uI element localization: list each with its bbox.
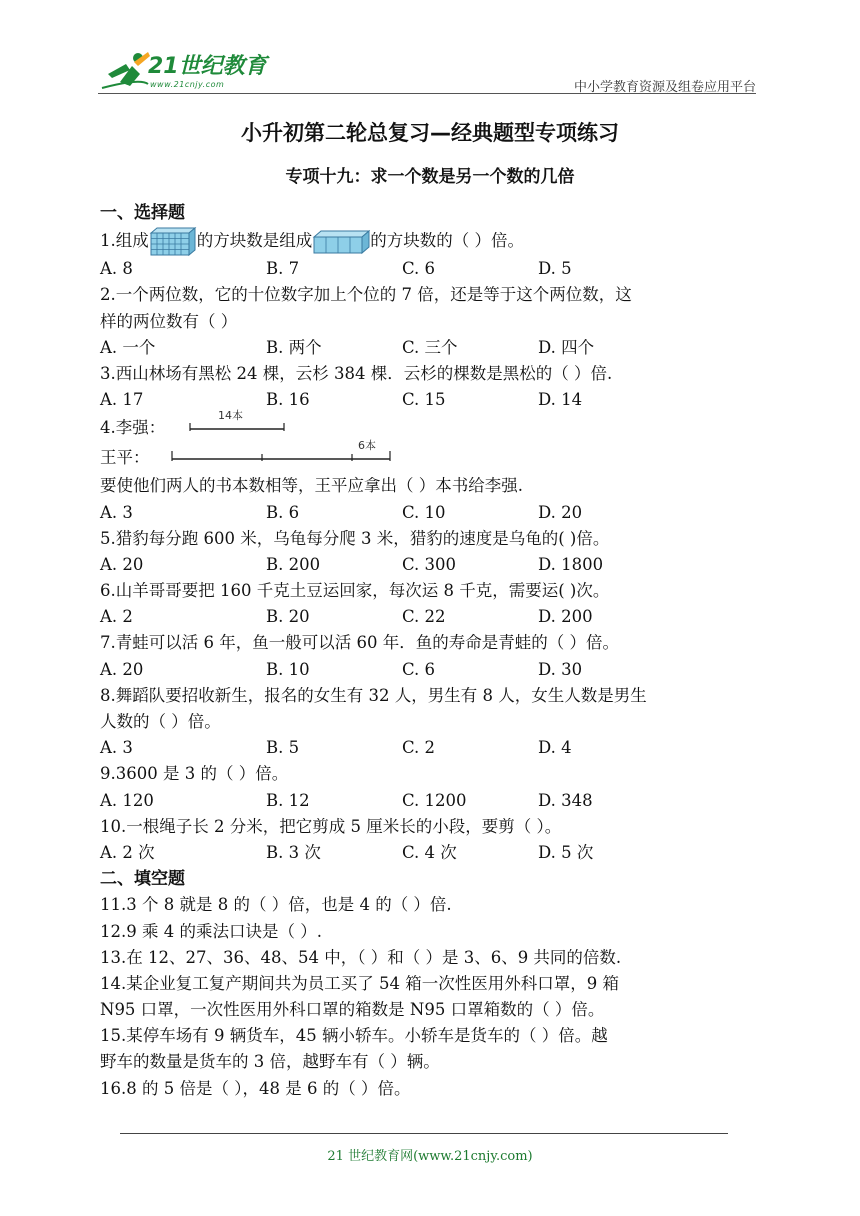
q4-name-wang: 王平： (100, 448, 150, 468)
logo-text: 21世纪教育 (148, 54, 267, 79)
q2-options (100, 335, 760, 361)
q6-text: 6.山羊哥哥要把 160 千克土豆运回家，每次运 8 千克，需要运( )次。 (100, 581, 610, 601)
q1-option-d[interactable]: D. 5 (538, 259, 572, 279)
q7-option-c[interactable]: C. 6 (402, 659, 436, 679)
q9-text: 9.3600 是 3 的（ ）倍。 (100, 764, 289, 784)
q10-text: 10.一根绳子长 2 分米，把它剪成 5 厘米长的小段，要剪（ ）。 (100, 816, 562, 836)
q8-option-b[interactable]: B. 5 (266, 738, 300, 758)
q4-bar-li-figure (186, 407, 286, 437)
q4-option-b[interactable]: B. 6 (266, 502, 300, 522)
q4-bar-wang-label: 6本 (358, 439, 376, 453)
q9-option-d[interactable]: D. 348 (538, 790, 593, 810)
q5-options (100, 552, 760, 578)
q4-text: 要使他们两人的书本数相等，王平应拿出（ ）本书给李强. (100, 476, 523, 496)
q3-option-c[interactable]: C. 15 (402, 390, 446, 410)
q6-options (100, 604, 760, 630)
q11-text: 11.3 个 8 就是 8 的（ ）倍，也是 4 的（ ）倍. (100, 895, 452, 915)
q5-option-c[interactable]: C. 300 (402, 554, 457, 574)
question-1 (100, 226, 760, 256)
q5-option-b[interactable]: B. 200 (266, 554, 321, 574)
q8-text-line1: 8.舞蹈队要招收新生，报名的女生有 32 人，男生有 8 人，女生人数是男生 (100, 685, 647, 705)
q9-option-b[interactable]: B. 12 (266, 790, 310, 810)
q4-bar-wang (100, 439, 760, 473)
q3-option-a[interactable]: A. 17 (100, 390, 144, 410)
q4-option-c[interactable]: C. 10 (402, 502, 446, 522)
q8-option-c[interactable]: C. 2 (402, 738, 436, 758)
q2-text-line1: 2.一个两位数，它的十位数字加上个位的 7 倍，还是等于这个两位数，这 (100, 285, 632, 305)
q5-option-a[interactable]: A. 20 (100, 554, 144, 574)
q5-text: 5.猎豹每分跑 600 米，乌龟每分爬 3 米，猎豹的速度是乌龟的( )倍。 (100, 528, 610, 548)
q4-option-d[interactable]: D. 20 (538, 502, 583, 522)
q13-text: 13.在 12、27、36、48、54 中，（ ）和（ ）是 3、6、9 共同的倍数. (100, 947, 622, 967)
logo-url: www.21cnjy.com (150, 80, 225, 89)
q1-prefix: 1.组成 (100, 231, 149, 251)
q9-option-c[interactable]: C. 1200 (402, 790, 467, 810)
q6-option-b[interactable]: B. 20 (266, 607, 310, 627)
q1-option-b[interactable]: B. 7 (266, 259, 300, 279)
q12-text: 12.9 乘 4 的乘法口诀是（ ）. (100, 921, 322, 941)
q2-option-d[interactable]: D. 四个 (538, 337, 595, 357)
q4-bar-li-label: 14本 (218, 409, 243, 423)
section-heading-fill: 二、填空题 (100, 869, 185, 890)
q14-text-line2: N95 口罩，一次性医用外科口罩的箱数是 N95 口罩箱数的（ ）倍。 (100, 1000, 605, 1020)
q14-text-line1: 14.某企业复工复产期间共为员工买了 54 箱一次性医用外科口罩，9 箱 (100, 973, 619, 993)
q16-text: 16.8 的 5 倍是（ ），48 是 6 的（ ）倍。 (100, 1078, 411, 1098)
q1-option-c[interactable]: C. 6 (402, 259, 436, 279)
q4-name-li: 4.李强： (100, 418, 166, 438)
platform-label: 中小学教育资源及组卷应用平台 (573, 80, 756, 95)
section-heading-choice: 一、选择题 (100, 203, 185, 223)
q6-option-d[interactable]: D. 200 (538, 607, 593, 627)
q10-option-b[interactable]: B. 3 次 (266, 842, 321, 862)
q9-option-a[interactable]: A. 120 (100, 790, 154, 810)
q4-bar-wang-figure (168, 435, 398, 465)
q15-text-line1: 15.某停车场有 9 辆货车，45 辆小轿车。小轿车是货车的（ ）倍。越 (100, 1026, 608, 1046)
q7-option-a[interactable]: A. 20 (100, 659, 144, 679)
q1-options (100, 256, 760, 282)
q4-options (100, 500, 760, 526)
q15-text-line2: 野车的数量是货车的 3 倍，越野车有（ ）辆。 (100, 1052, 440, 1072)
page-title: 小升初第二轮总复习—经典题型专项练习 (241, 121, 619, 145)
q1-option-a[interactable]: A. 8 (100, 259, 133, 279)
q7-options (100, 657, 760, 683)
q2-text-line2: 样的两位数有（ ） (100, 311, 238, 331)
q1-suffix: 的方块数的（ ）倍。 (370, 231, 524, 251)
q4-option-a[interactable]: A. 3 (100, 502, 133, 522)
q8-option-a[interactable]: A. 3 (100, 738, 133, 758)
q10-options (100, 840, 760, 866)
q1-mid: 的方块数是组成 (196, 231, 313, 251)
q10-option-d[interactable]: D. 5 次 (538, 842, 594, 862)
q2-option-a[interactable]: A. 一个 (100, 337, 156, 357)
question-list (100, 200, 760, 1102)
footer-source: 21 世纪教育网(www.21cnjy.com) (327, 1149, 533, 1164)
q7-option-d[interactable]: D. 30 (538, 659, 583, 679)
footer-divider (120, 1133, 728, 1134)
q6-option-c[interactable]: C. 22 (402, 607, 446, 627)
cube-row-figure-icon (312, 229, 370, 255)
q7-option-b[interactable]: B. 10 (266, 659, 310, 679)
q10-option-a[interactable]: A. 2 次 (100, 842, 155, 862)
q8-text-line2: 人数的（ ）倍。 (100, 712, 221, 731)
q3-option-d[interactable]: D. 14 (538, 390, 583, 410)
q6-option-a[interactable]: A. 2 (100, 607, 133, 627)
q10-option-c[interactable]: C. 4 次 (402, 842, 457, 862)
q2-option-c[interactable]: C. 三个 (402, 337, 458, 357)
q8-options (100, 735, 760, 761)
page-subtitle: 专项十九：求一个数是另一个数的几倍 (285, 167, 575, 187)
q3-text: 3.西山林场有黑松 24 棵，云杉 384 棵．云杉的棵数是黑松的（ ）倍. (100, 363, 613, 383)
q7-text: 7.青蛙可以活 6 年，鱼一般可以活 60 年．鱼的寿命是青蛙的（ ）倍。 (100, 633, 619, 653)
q2-option-b[interactable]: B. 两个 (266, 337, 322, 357)
header-divider (98, 93, 756, 94)
q9-options (100, 788, 760, 814)
q5-option-d[interactable]: D. 1800 (538, 554, 604, 574)
q3-option-b[interactable]: B. 16 (266, 390, 310, 410)
q8-option-d[interactable]: D. 4 (538, 738, 572, 758)
cube-grid-figure-icon (149, 227, 197, 257)
